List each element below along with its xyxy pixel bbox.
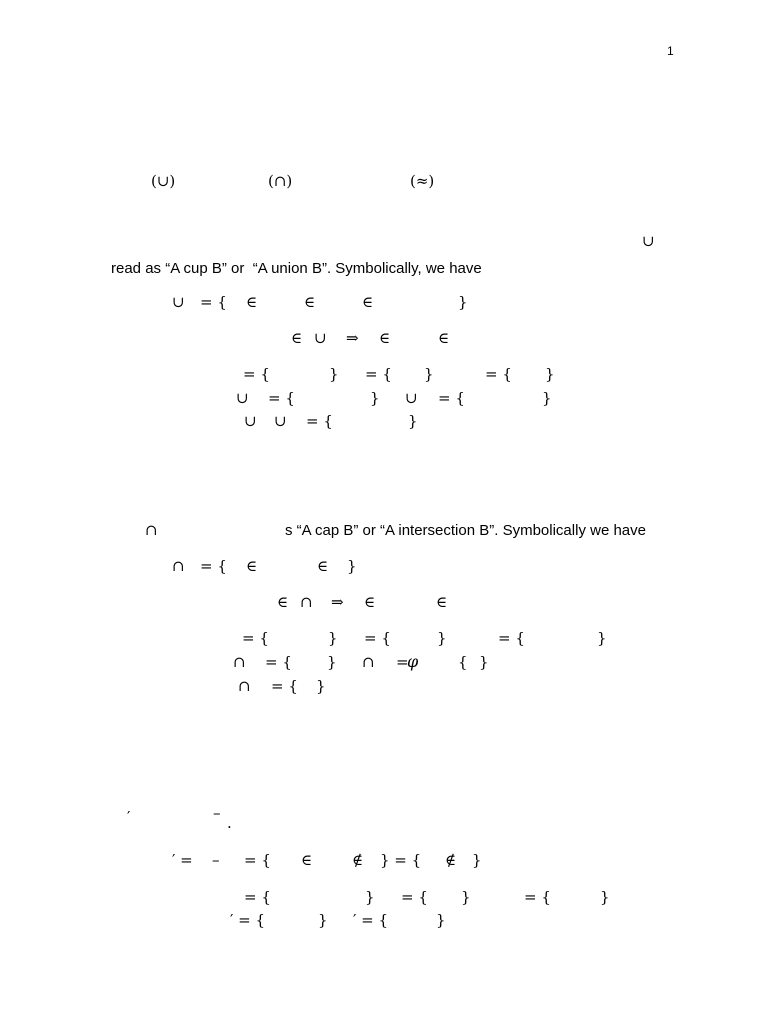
cup-symbol: ∪: [314, 329, 327, 347]
cup-symbol: ∪: [274, 412, 287, 430]
set-open: = {: [498, 629, 525, 647]
intersection-read-as-text: s “A cap B” or “A intersection B”. Symbolically we have: [285, 522, 646, 539]
union-read-as-text: read as “A cup B” or “A union B”. Symbolically, we have: [111, 260, 482, 277]
equals-sign: =: [396, 653, 409, 671]
set-open: = {: [365, 365, 392, 383]
set-open: = {: [401, 888, 428, 906]
complement-set-open: ′ = {: [230, 911, 266, 929]
element-of-symbol: ∈: [362, 293, 374, 311]
intersection-symbol-heading: (∩): [268, 172, 293, 190]
set-close: }: [365, 888, 375, 906]
element-of-symbol: ∈: [317, 557, 329, 575]
element-of-symbol: ∈: [438, 329, 450, 347]
set-close: }: [318, 911, 328, 929]
union-symbol-heading: (∪): [151, 172, 176, 190]
empty-set-phi: φ: [407, 652, 419, 671]
set-open: = {: [524, 888, 551, 906]
set-close: }: [436, 911, 446, 929]
set-builder-close: }: [347, 557, 357, 575]
prime-mark: ′: [127, 808, 131, 826]
set-builder-close-open: } = {: [380, 851, 422, 869]
set-builder-open: = {: [200, 293, 227, 311]
cup-symbol: ∪: [405, 389, 418, 407]
set-open: = {: [306, 412, 333, 430]
set-open: = {: [438, 389, 465, 407]
empty-set-open: {: [458, 653, 468, 671]
empty-set-close: }: [479, 653, 489, 671]
cap-symbol: ∩: [300, 593, 313, 611]
set-close: }: [437, 629, 447, 647]
set-close: }: [461, 888, 471, 906]
set-open: = {: [268, 389, 295, 407]
set-close: }: [600, 888, 610, 906]
set-close: }: [424, 365, 434, 383]
set-builder-open: = {: [244, 851, 271, 869]
page-number: 1: [667, 44, 674, 58]
set-close: }: [542, 389, 552, 407]
set-builder-close: }: [458, 293, 468, 311]
cap-symbol: ∩: [238, 677, 251, 695]
element-of-symbol: ∈: [246, 293, 258, 311]
not-element-of-symbol: ∉: [352, 851, 364, 869]
union-cup-symbol: ∪: [642, 232, 655, 250]
set-close: }: [408, 412, 418, 430]
element-of-symbol: ∈: [301, 851, 313, 869]
set-close: }: [327, 653, 337, 671]
set-close: }: [328, 629, 338, 647]
element-of-symbol: ∈: [277, 593, 289, 611]
element-of-symbol: ∈: [364, 593, 376, 611]
set-open: = {: [244, 888, 271, 906]
cup-symbol: ∪: [244, 412, 257, 430]
element-of-symbol: ∈: [379, 329, 391, 347]
set-open: = {: [485, 365, 512, 383]
cup-symbol: ∪: [172, 293, 185, 311]
overbar-mark: –: [213, 804, 221, 822]
set-builder-close: }: [472, 851, 482, 869]
implies-symbol: ⇒: [346, 329, 359, 347]
set-close: }: [329, 365, 339, 383]
element-of-symbol: ∈: [246, 557, 258, 575]
set-builder-open: = {: [200, 557, 227, 575]
set-open: = {: [243, 365, 270, 383]
complement-set-open: ′ = {: [353, 911, 389, 929]
set-close: }: [545, 365, 555, 383]
period-mark: .: [227, 814, 232, 832]
minus-symbol: –: [212, 851, 220, 869]
set-open: = {: [364, 629, 391, 647]
cap-symbol: ∩: [362, 653, 375, 671]
set-close: }: [597, 629, 607, 647]
set-close: }: [370, 389, 380, 407]
set-close: }: [316, 677, 326, 695]
not-element-of-symbol: ∉: [445, 851, 457, 869]
cup-symbol: ∪: [236, 389, 249, 407]
cap-symbol: ∩: [233, 653, 246, 671]
implies-symbol: ⇒: [331, 593, 344, 611]
approx-symbol-heading: (≈): [410, 172, 435, 190]
set-open: = {: [242, 629, 269, 647]
cap-symbol: ∩: [172, 557, 185, 575]
element-of-symbol: ∈: [436, 593, 448, 611]
cap-symbol: ∩: [145, 521, 158, 539]
set-open: = {: [265, 653, 292, 671]
prime-equals: ′ =: [172, 851, 193, 869]
element-of-symbol: ∈: [291, 329, 303, 347]
set-open: = {: [271, 677, 298, 695]
element-of-symbol: ∈: [304, 293, 316, 311]
